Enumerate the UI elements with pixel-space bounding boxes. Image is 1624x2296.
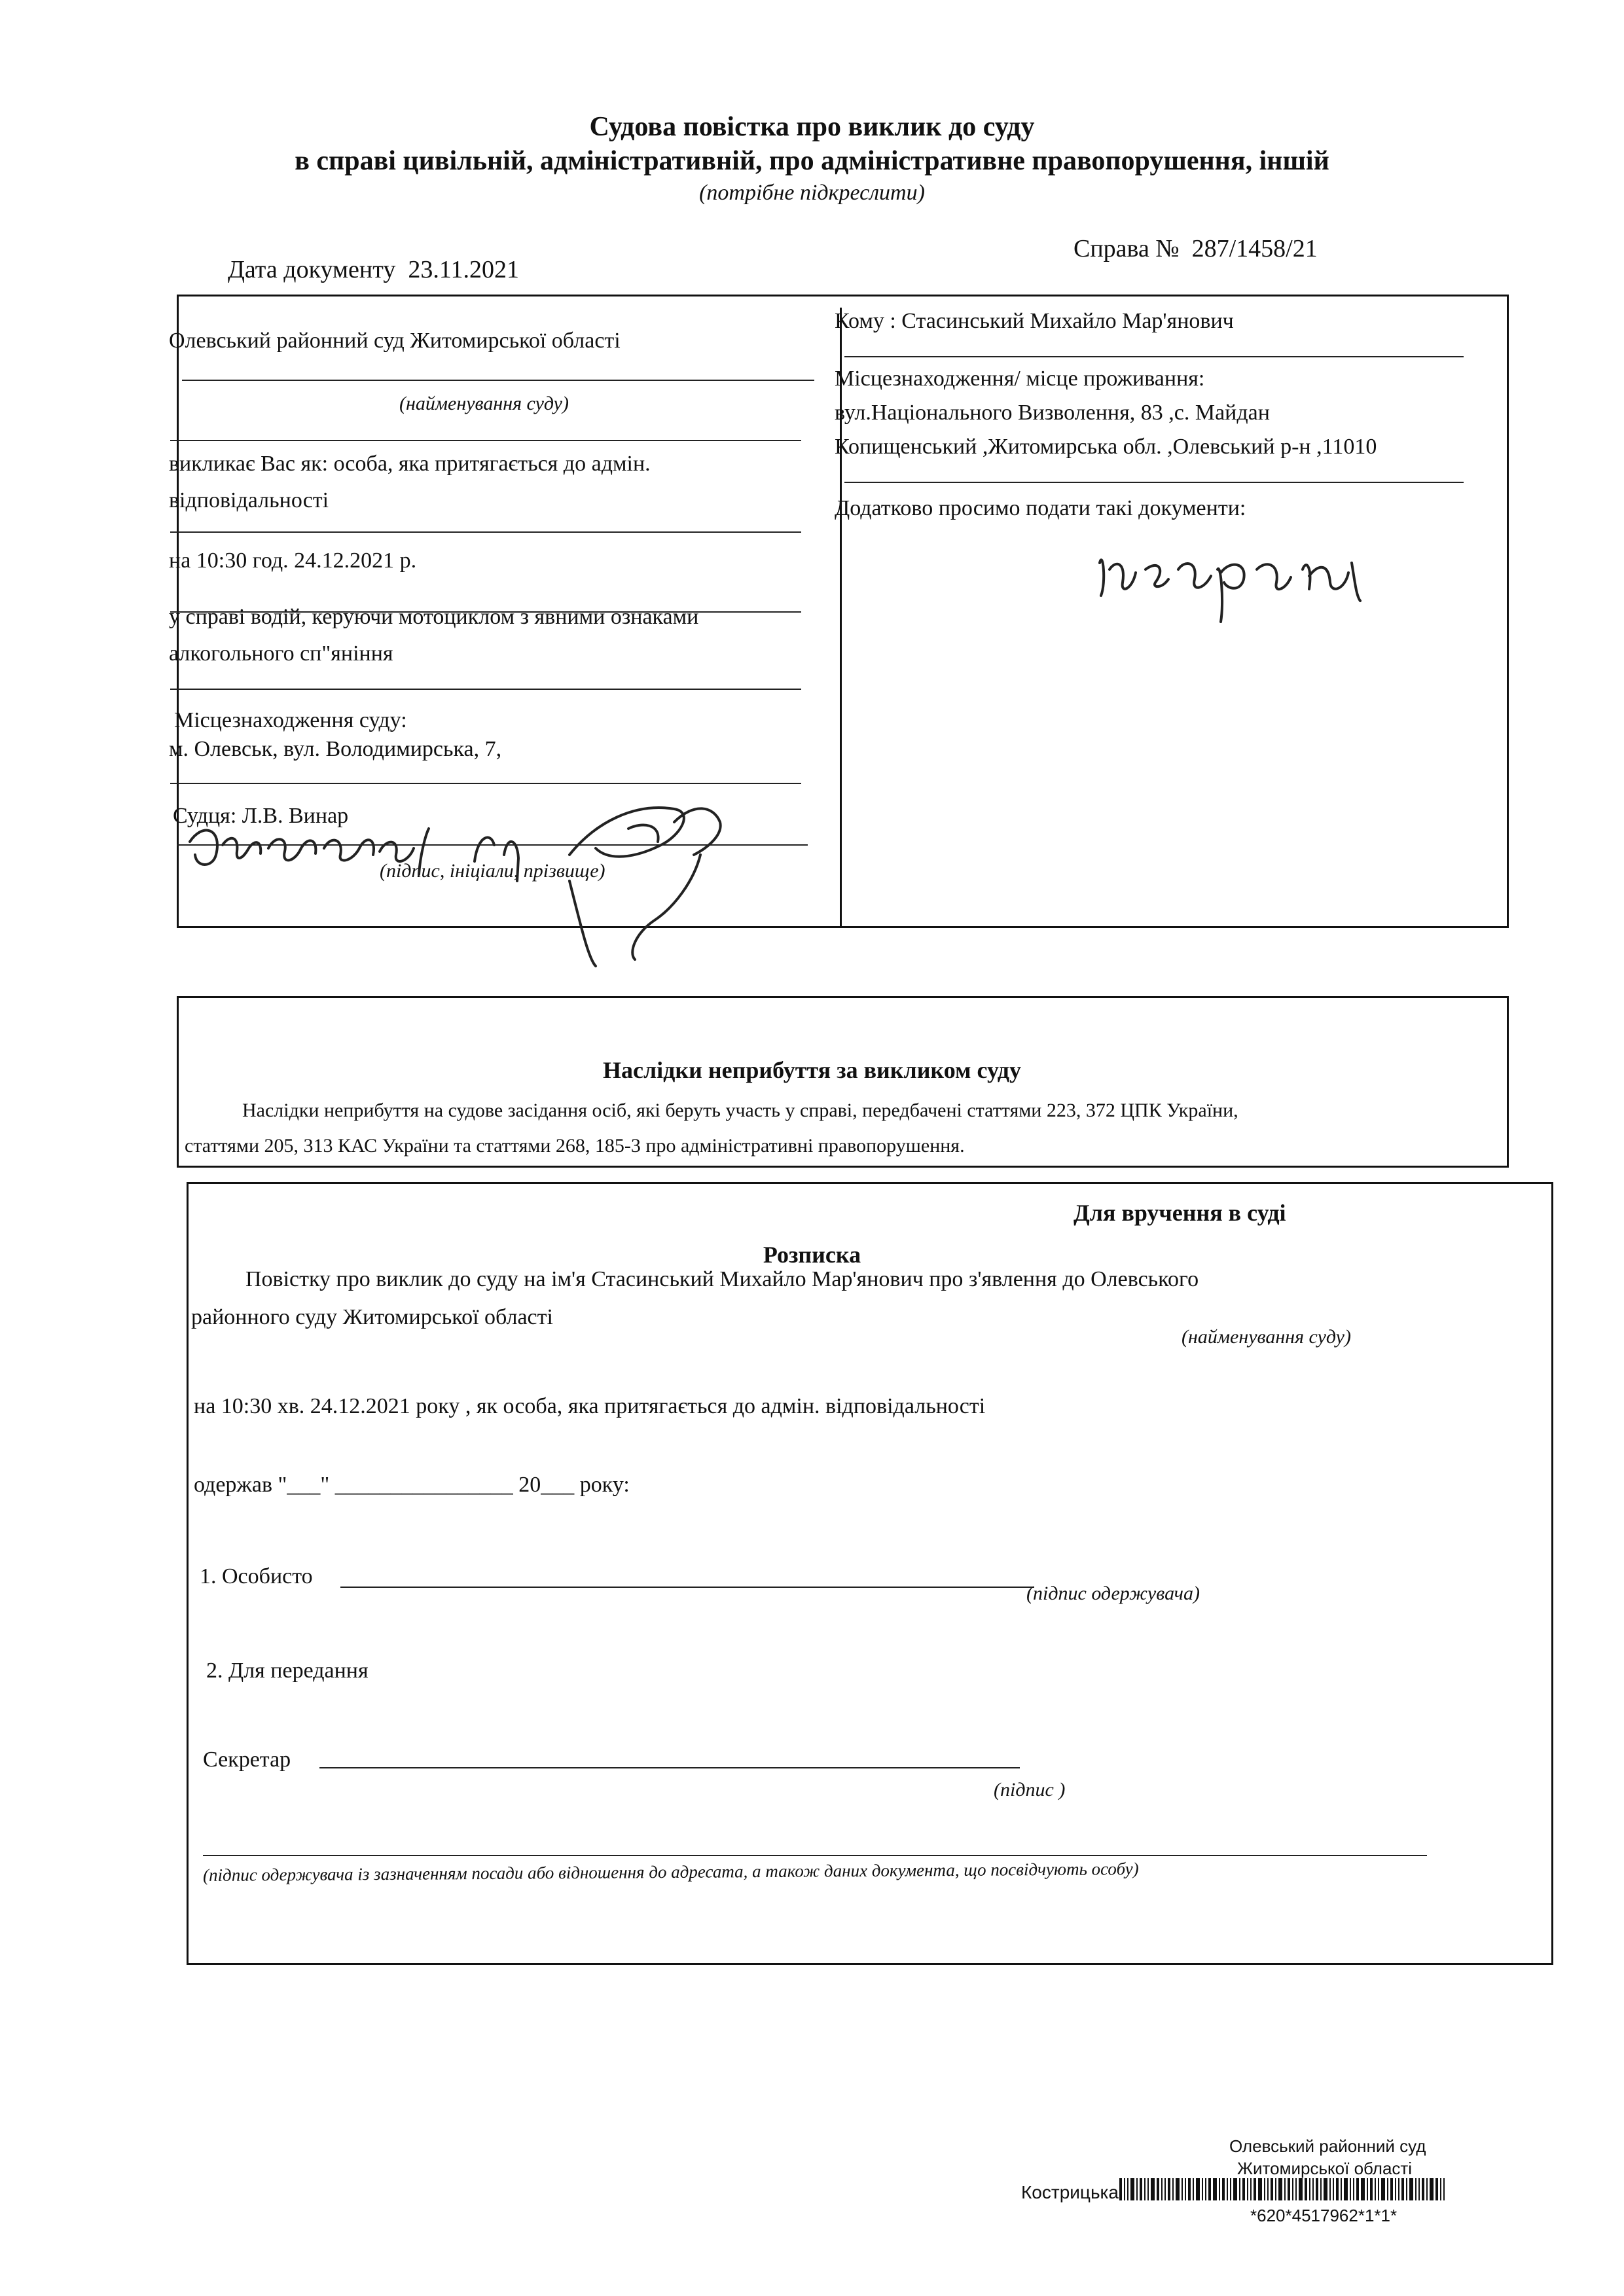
underline-note: (потрібне підкреслити) <box>699 181 925 205</box>
footer-court-line2: Житомирської області <box>1237 2159 1413 2178</box>
barcode-bar <box>1336 2178 1339 2200</box>
barcode-bar <box>1387 2178 1388 2200</box>
rule <box>182 380 814 381</box>
barcode-bar <box>1426 2178 1428 2200</box>
receipt-bottom-caption: (підпис одержувача із зазначенням посади або відношення до адресата, а також даних документа, що посвідчують особу) <box>203 1859 1139 1885</box>
document-date <box>228 255 519 284</box>
address-line1: вул.Національного Визволення, 83 ,с. Майдан <box>835 401 1270 425</box>
barcode-bar <box>1119 2178 1122 2200</box>
barcode-bar <box>1127 2178 1128 2200</box>
barcode-bar <box>1370 2178 1373 2200</box>
barcode-bar <box>1341 2178 1342 2200</box>
recipient-name: Кому : Стасинський Михайло Мар'янович <box>835 309 1234 333</box>
barcode-bar <box>1176 2178 1180 2200</box>
barcode-bar <box>1185 2178 1186 2200</box>
hearing-time: на 10:30 год. 24.12.2021 р. <box>169 548 417 573</box>
barcode-bar <box>1381 2178 1385 2200</box>
barcode-bar <box>1333 2178 1334 2200</box>
barcode-bar <box>1188 2178 1191 2200</box>
barcode-bar <box>1353 2178 1354 2200</box>
barcode-bar <box>1312 2178 1314 2200</box>
date-label: Дата документу <box>228 256 396 283</box>
handwritten-passport-note <box>1087 524 1375 628</box>
barcode-bar <box>1435 2178 1438 2200</box>
barcode-bar <box>1295 2178 1297 2200</box>
consequences-title: Наслідки неприбуття за викликом суду <box>603 1057 1021 1083</box>
barcode-bar <box>1329 2178 1331 2200</box>
barcode-bar <box>1406 2178 1407 2200</box>
court-location-value: м. Олевськ, вул. Володимирська, 7, <box>169 737 502 761</box>
barcode <box>1119 2178 1447 2200</box>
barcode-bar <box>1222 2178 1225 2200</box>
barcode-bar <box>1172 2178 1174 2200</box>
barcode-bar <box>1239 2178 1240 2200</box>
court-name: Олевський районний суд Житомирської області <box>169 329 621 353</box>
receipt-text-line2: районного суду Житомирської області <box>191 1305 553 1329</box>
barcode-bar <box>1361 2178 1365 2200</box>
consequences-text-line1: Наслідки неприбуття на судове засідання осіб, які беруть участь у справі, передбачені статтями 223, 372 ЦПК України, <box>242 1100 1238 1121</box>
summons-role-line2: відповідальності <box>169 488 329 512</box>
barcode-bar <box>1305 2178 1307 2200</box>
barcode-bar <box>1164 2178 1166 2200</box>
barcode-bar <box>1264 2178 1265 2200</box>
receipt-secretary-caption: (підпис ) <box>994 1779 1066 1801</box>
receipt-title: Розписка <box>763 1242 861 1268</box>
barcode-number: *620*4517962*1*1* <box>1250 2206 1398 2225</box>
address-label: Місцезнаходження/ місце проживання: <box>835 367 1205 391</box>
barcode-bar <box>1278 2178 1282 2200</box>
barcode-bar <box>1247 2178 1248 2200</box>
rule <box>170 689 801 690</box>
barcode-bar <box>1415 2178 1416 2200</box>
additional-documents-label: Додатково просимо подати такі документи: <box>835 496 1246 520</box>
rule <box>340 1587 1034 1588</box>
barcode-bar <box>1208 2178 1211 2200</box>
barcode-bar <box>1418 2178 1420 2200</box>
receipt-box <box>187 1182 1553 1965</box>
barcode-bar <box>1284 2178 1286 2200</box>
barcode-bar <box>1161 2178 1163 2200</box>
barcode-bar <box>1196 2178 1200 2200</box>
barcode-bar <box>1324 2178 1327 2200</box>
barcode-bar <box>1140 2178 1142 2200</box>
barcode-bar <box>1288 2178 1290 2200</box>
barcode-bar <box>1430 2178 1434 2200</box>
barcode-bar <box>1168 2178 1170 2200</box>
barcode-bar <box>1356 2178 1359 2200</box>
case-subject-line1: у справі водій, керуючи мотоциклом з явними ознаками <box>169 605 699 629</box>
barcode-bar <box>1398 2178 1399 2200</box>
receipt-personal-label: 1. Особисто <box>200 1564 313 1588</box>
address-line2: Копищенський ,Житомирська обл. ,Олевський р-н ,11010 <box>835 435 1377 459</box>
case-subject-line2: алкогольного сп"яніння <box>169 641 393 666</box>
judge-name: Судця: Л.В. Винар <box>173 804 349 828</box>
barcode-bar <box>1292 2178 1293 2200</box>
barcode-bar <box>1205 2178 1206 2200</box>
barcode-bar <box>1230 2178 1231 2200</box>
barcode-bar <box>1390 2178 1393 2200</box>
barcode-bar <box>1378 2178 1379 2200</box>
receipt-time-line: на 10:30 хв. 24.12.2021 року , як особа, яка притягається до адмін. відповідальності <box>194 1394 986 1418</box>
barcode-bar <box>1375 2178 1376 2200</box>
court-location-label: Місцезнаходження суду: <box>174 708 407 732</box>
receipt-personal-caption: (підпис одержувача) <box>1026 1583 1200 1604</box>
barcode-bar <box>1213 2178 1217 2200</box>
rule <box>170 531 801 533</box>
barcode-bar <box>1422 2178 1424 2200</box>
court-name-caption: (найменування суду) <box>399 393 569 414</box>
barcode-bar <box>1409 2178 1413 2200</box>
rule <box>844 482 1464 483</box>
case-number <box>1074 234 1318 263</box>
barcode-bar <box>1258 2178 1262 2200</box>
barcode-bar <box>1344 2178 1348 2200</box>
barcode-bar <box>1316 2178 1318 2200</box>
barcode-bar <box>1242 2178 1245 2200</box>
judge-signature <box>177 783 766 973</box>
barcode-bar <box>1367 2178 1368 2200</box>
barcode-bar <box>1193 2178 1194 2200</box>
rule <box>319 1767 1020 1768</box>
date-value: 23.11.2021 <box>408 256 519 283</box>
case-label: Справа № <box>1074 235 1180 262</box>
document-title: Судова повістка про виклик до суду <box>589 112 1035 142</box>
barcode-bar <box>1182 2178 1183 2200</box>
document-subtitle: в справі цивільній, адміністративній, про адміністративне правопорушення, іншій <box>295 146 1329 176</box>
rule <box>170 440 801 441</box>
receipt-text-line1: Повістку про виклик до суду на ім'я Стасинський Михайло Мар'янович про з'явлення до Олевського <box>245 1267 1199 1291</box>
barcode-bar <box>1309 2178 1310 2200</box>
barcode-bar <box>1233 2178 1237 2200</box>
barcode-bar <box>1157 2178 1159 2200</box>
barcode-bar <box>1395 2178 1396 2200</box>
barcode-bar <box>1202 2178 1203 2200</box>
receipt-court-caption: (найменування суду) <box>1182 1326 1351 1348</box>
footer-clerk: Кострицька <box>1021 2182 1119 2202</box>
barcode-bar <box>1350 2178 1351 2200</box>
receipt-received-line: одержав "___" ________________ 20___ року: <box>194 1473 630 1497</box>
rule <box>844 356 1464 357</box>
barcode-bar <box>1271 2178 1273 2200</box>
barcode-bar <box>1440 2178 1441 2200</box>
receipt-delivery-label: Для вручення в суді <box>1074 1200 1286 1226</box>
receipt-secretary-label: Секретар <box>203 1748 291 1772</box>
barcode-bar <box>1401 2178 1404 2200</box>
barcode-bar <box>1254 2178 1256 2200</box>
case-value: 287/1458/21 <box>1191 235 1318 262</box>
signature-caption: (підпис, ініціали, прізвище) <box>380 860 605 882</box>
barcode-bar <box>1130 2178 1134 2200</box>
barcode-bar <box>1299 2178 1303 2200</box>
barcode-bar <box>1443 2178 1445 2200</box>
barcode-bar <box>1144 2178 1146 2200</box>
consequences-text-line2: статтями 205, 313 КАС України та статтями 268, 185-3 про адміністративні правопорушення. <box>185 1135 965 1157</box>
footer-court-line1: Олевський районний суд <box>1229 2136 1426 2156</box>
receipt-transfer-label: 2. Для передання <box>206 1659 369 1683</box>
barcode-bar <box>1124 2178 1125 2200</box>
rule <box>203 1855 1427 1856</box>
barcode-bar <box>1267 2178 1269 2200</box>
barcode-bar <box>1151 2178 1155 2200</box>
barcode-bar <box>1227 2178 1228 2200</box>
barcode-bar <box>1320 2178 1322 2200</box>
barcode-bar <box>1250 2178 1252 2200</box>
barcode-bar <box>1219 2178 1220 2200</box>
barcode-bar <box>1275 2178 1276 2200</box>
barcode-bar <box>1136 2178 1138 2200</box>
summons-role-line1: викликає Вас як: особа, яка притягається до адмін. <box>169 452 651 476</box>
barcode-bar <box>1147 2178 1149 2200</box>
